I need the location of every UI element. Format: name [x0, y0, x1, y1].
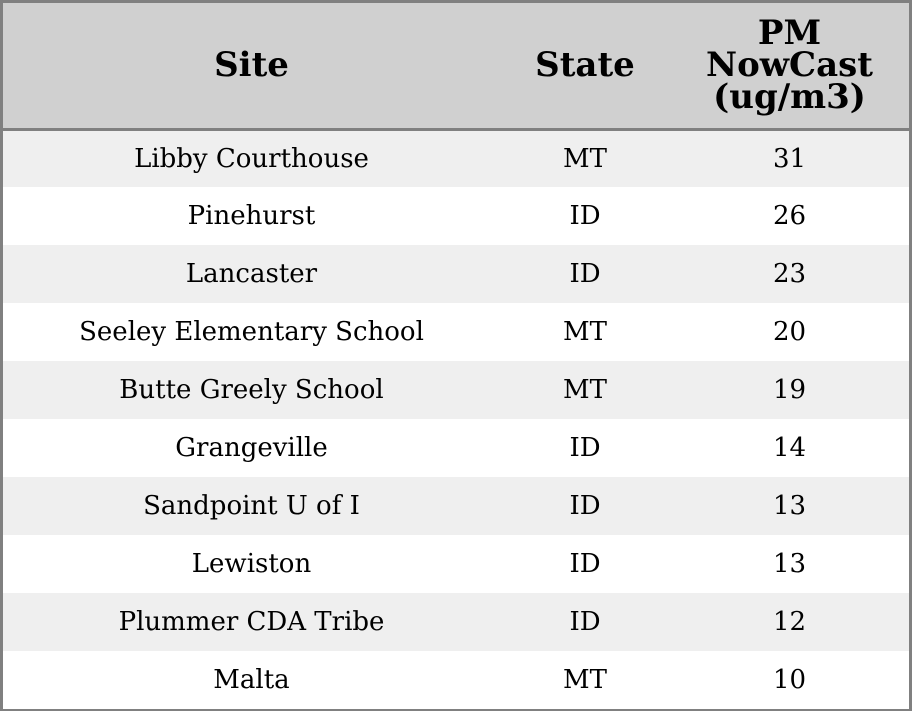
cell-pm: 13: [772, 491, 807, 521]
header-pm-nowcast: [670, 3, 909, 129]
cell-site: Libby Courthouse: [134, 143, 369, 174]
table-row: [3, 419, 909, 477]
cell-state: MT: [563, 317, 607, 347]
cell-pm: 20: [772, 317, 807, 347]
cell-state: ID: [569, 549, 601, 579]
cell-state: ID: [569, 491, 601, 521]
cell-site: Pinehurst: [187, 201, 316, 231]
table-row: [3, 245, 909, 303]
table-row: [3, 477, 909, 535]
header-site: Site: [3, 3, 500, 129]
cell-pm: 12: [772, 607, 807, 637]
header-pm-line-1: PM: [757, 13, 822, 54]
cell-state: ID: [569, 433, 601, 463]
cell-pm: 10: [772, 665, 807, 695]
cell-pm: 13: [772, 549, 807, 579]
table-row: [3, 303, 909, 361]
header-state: State: [500, 3, 670, 129]
cell-state: MT: [563, 143, 607, 174]
cell-state: ID: [569, 607, 601, 637]
cell-state: ID: [569, 259, 601, 289]
cell-site: Lewiston: [191, 549, 312, 579]
table-row: [3, 361, 909, 419]
table-row: [3, 187, 909, 245]
table-body: [3, 129, 909, 709]
cell-pm: 31: [772, 143, 807, 174]
cell-site: Sandpoint U of I: [143, 491, 360, 521]
pm-nowcast-table: [3, 3, 909, 709]
cell-site: Butte Greely School: [119, 375, 384, 405]
cell-site: Plummer CDA Tribe: [118, 607, 385, 637]
table-header: [3, 3, 909, 129]
table-row: [3, 593, 909, 651]
header-pm-line-3: (ug/m3): [713, 77, 866, 118]
cell-pm: 19: [772, 375, 807, 405]
cell-state: MT: [563, 375, 607, 405]
table-row: [3, 651, 909, 709]
header-row: [3, 3, 909, 129]
cell-state: MT: [563, 665, 607, 695]
cell-site: Grangeville: [175, 433, 328, 463]
cell-pm: 23: [772, 259, 807, 289]
cell-site: Malta: [213, 665, 290, 695]
cell-site: Seeley Elementary School: [79, 317, 424, 347]
table-row: [3, 535, 909, 593]
table-row: [3, 129, 909, 187]
header-pm-line-2: NowCast: [706, 45, 873, 86]
cell-site: Lancaster: [185, 259, 318, 289]
cell-state: ID: [569, 201, 601, 231]
cell-pm: 26: [772, 201, 807, 231]
cell-pm: 14: [772, 433, 807, 463]
